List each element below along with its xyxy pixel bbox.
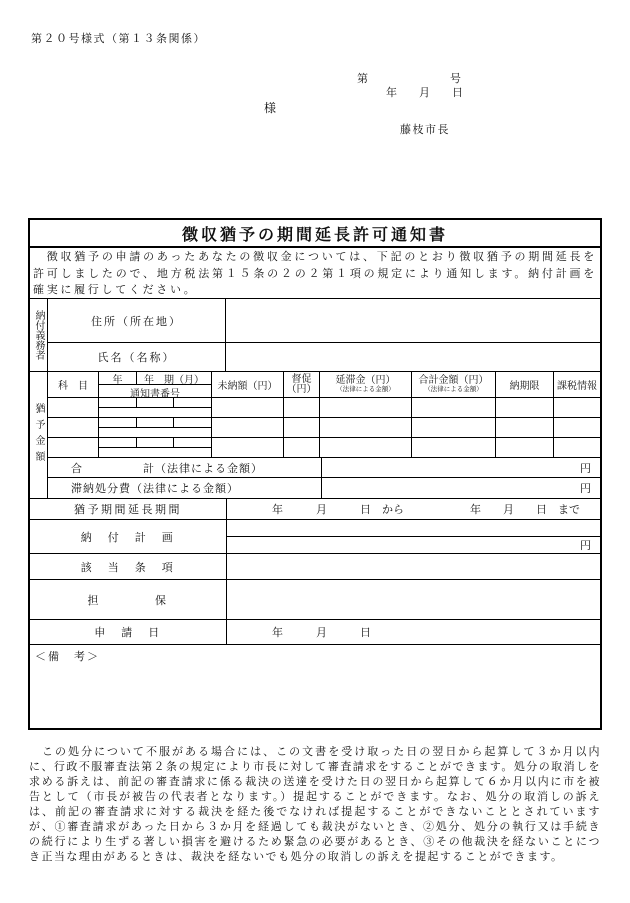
doc-number-suffix: 号 [450,73,461,85]
collateral-label: 担 保 [30,580,227,619]
payer-address-label: 住所（所在地） [48,299,226,342]
deferred-amounts-section [30,372,600,499]
cell-due-date [496,418,554,437]
application-date-row [30,620,600,645]
collateral-row [30,580,600,620]
cell-total [412,418,496,437]
cell-tax-info [554,398,600,417]
payer-name-value [226,343,600,371]
form-number: 第２０号様式（第１３条関係） [31,33,206,45]
payment-plan-label: 納 付 計 画 [30,520,227,553]
payment-plan-unit: 円 [580,540,591,552]
total-row [48,458,600,478]
amounts-data-row [48,418,600,438]
disposition-row-unit: 円 [580,483,591,495]
issuer-name: 藤枝市長 [400,124,450,136]
header-period: 年 期（月） [144,374,204,386]
payment-plan-value [227,520,600,537]
cell-unpaid [212,438,284,457]
disposition-row-label: 滞納処分費（法律による金額） [48,478,322,498]
issue-date-line: 年 月 日 [386,87,463,99]
cell-year-period-group [99,438,212,457]
cell-notice-number [99,448,211,457]
extension-period-label: 猶予期間延長期間 [30,499,227,519]
applicable-clause-value [227,554,600,579]
notice-intro-text: 徴収猶予の申請のあったあなたの徴収金については、下記のとおり徴収猶予の期間延長を許可しましたので、地方税法第１５条の２の２第１項の規定により通知します。納付計画を確実に履行してください。 [30,248,600,299]
header-year-period-group [99,372,212,400]
cell-notice-number [99,408,211,417]
amounts-data-row [48,398,600,418]
header-due-date: 納期限 [496,372,554,397]
cell-tax-info [554,438,600,457]
cell-year-period-group [99,398,212,417]
amounts-data-row [48,438,600,458]
application-date-label: 申 請 日 [30,620,227,644]
amounts-section-label: 猶予金額 [30,372,48,498]
cell-total [412,398,496,417]
cell-late-fee [320,418,412,437]
cell-unpaid [212,418,284,437]
cell-year-period-group [99,418,212,437]
application-date-value: 年 月 日 [272,627,371,639]
remarks-label: ＜備 考＞ [35,651,100,663]
header-total-amount: 合計金額（円） （法律による金額） [412,372,496,397]
notice-title: 徴収猶予の期間延長許可通知書 [30,220,600,248]
header-tax-info: 課税情報 [557,381,597,392]
payer-address-value [226,299,600,342]
payer-name-label: 氏名（名称） [48,343,226,371]
total-row-label: 合 計（法律による金額） [48,458,322,477]
applicable-clause-row [30,554,600,580]
header-late-fee: 延滞金（円） （法律による金額） [320,372,412,397]
cell-reminder [284,398,320,417]
extension-period-value: 年 月 日 から 年 月 日 まで [272,504,580,516]
cell-due-date [496,438,554,457]
disposition-cost-row [48,478,600,498]
cell-unpaid [212,398,284,417]
notice-box [28,218,602,730]
remarks-section [30,645,600,728]
cell-subject [48,438,99,457]
collateral-value [227,580,600,619]
header-unpaid-amount: 未納額（円） [212,372,284,397]
payment-plan-row [30,520,600,554]
cell-total [412,438,496,457]
cell-tax-info [554,418,600,437]
extension-period-row [30,499,600,520]
header-notice-number: 通知書番号 [130,389,180,400]
cell-due-date [496,398,554,417]
cell-subject [48,398,99,417]
cell-reminder [284,438,320,457]
doc-number-prefix: 第 [357,73,368,85]
payer-section [30,299,600,372]
appeal-instructions-text: この処分について不服がある場合には、この文書を受け取った日の翌日から起算して３か月以内に、行政不服審査法第２条の規定により市長に対して審査請求をすることができます。処分の取消しを求める訴えは、前記の審査請求に係る裁決の送達を受けた日の翌日から起算して６か月以内に市を被告として（市長が被告の代表者となります。）提起することができます。なお、処分の取消しの訴えは、前記の審査請求に対する裁決を経た後でなければ提起することができないこととされていますが、①審査請求があった日から３か月を経過しても裁決がないとき、②処分、処分の執行又は手続きの続行により生ずる著しい損害を避けるため緊急の必要があるとき、③その他裁決を経ないことにつき正当な理由があるときは、裁決を経ないでも処分の取消しの訴えを提起することができます。 [29,746,601,863]
cell-subject [48,418,99,437]
cell-late-fee [320,398,412,417]
cell-late-fee [320,438,412,457]
header-year: 年 [99,372,137,384]
amounts-header-row [48,372,600,398]
header-reminder: 督促 （円） [284,372,320,397]
addressee-suffix: 様 [264,101,277,115]
applicable-clause-label: 該 当 条 項 [30,554,227,579]
cell-reminder [284,418,320,437]
payer-section-label: 納付義務者 [30,299,48,371]
header-subject: 科 目 [48,372,99,397]
cell-notice-number [99,428,211,437]
total-row-unit: 円 [580,462,591,475]
